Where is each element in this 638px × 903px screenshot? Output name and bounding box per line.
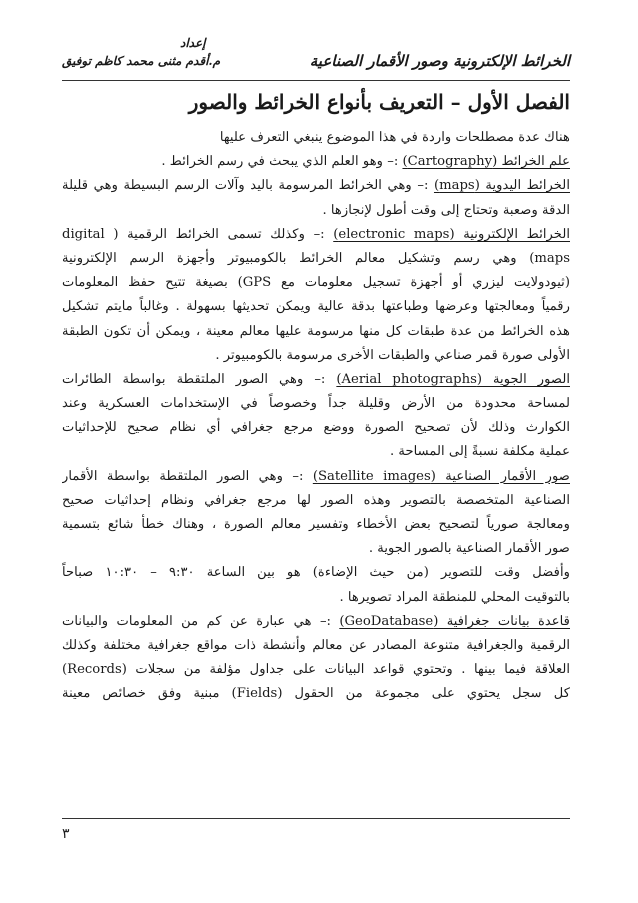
electronic-maps-line-2: maps) وهي رسم وتشكيل معالم الخرائط بالكومبيوتر وأجهزة الرسم الإلكترونية [62,250,570,266]
manual-maps-line-1: الخرائط اليدوية (maps) :– وهي الخرائط المرسومة باليد وآلات الرسم البسيطة وهي قليلة [62,178,570,194]
intro-line: هناك عدة مصطلحات واردة في هذا الموضوع ينبغي التعرف عليها [219,130,570,145]
author-name: م.أقدم مثنى محمد كاظم توفيق [62,54,221,68]
geodatabase-line-3: العلاقة فيما بينها . وتحتوي قواعد البيانات على جداول مؤلفة من سجلات (Records) [62,662,570,678]
body-text [62,126,570,707]
footer-divider [62,818,570,819]
term-electronic-maps: الخرائط الإلكترونية (electronic maps) [333,226,570,242]
satellite-line-2: الصناعية المتخصصة بالتصوير وهذه الصور لها مرجع جغرافي ونظام إحداثيات صحيح [62,492,570,508]
satellite-line-1: صور الأقمار الصناعية (Satellite images) :– وهي الصور الملتقطة بواسطة الأقمار [62,468,570,484]
geodatabase-line-4: كل سجل يحتوي على مجموعة من الحقول (Fields) مبنية وفق خصائص معينة [62,686,570,702]
aerial-line-4: عملية مكلفة نسبةً إلى المساحة . [390,444,570,460]
satellite-line-6: بالتوقيت المحلي للمنطقة المراد تصويرها . [339,589,570,605]
header-divider [62,80,570,81]
term-aerial: الصور الجوية (Aerial photographs) [336,371,570,387]
satellite-line-3: ومعالجة صورياً لتصحيح بعض الأخطاء وتفسير معالم الصورة ، وهناك خطأ شائع بتسمية [62,517,570,532]
aerial-line-1: الصور الجوية (Aerial photographs) :– وهي الصور الملتقطة بواسطة الطائرات [62,371,570,387]
geodatabase-line-1: قاعدة بيانات جغرافية (GeoDatabase) :– هي عبارة عن كم من المعلومات والبيانات [62,613,570,629]
page-number: ٣ [62,826,70,842]
term-geodatabase: قاعدة بيانات جغرافية (GeoDatabase) [339,613,570,629]
electronic-maps-line-5: هذه الخرائط من عدة طبقات كل منها مرسومة عليها معالم معينة ، ويمكن أن تكون الطبقة [62,323,570,339]
aerial-line-3: الكوارث وذلك لأن تصحيح الصورة ووضع مرجع جغرافي أي نظام صحيح للإحداثيات [62,420,570,436]
prepared-by-label: إعداد [180,36,206,50]
aerial-line-2: لمساحة محدودة من الأرض وقليلة جداً وخصوصاً في الإستخدامات العسكرية وعند [62,396,570,412]
page-header [62,30,570,80]
term-manual-maps: الخرائط اليدوية (maps) [433,178,570,194]
electronic-maps-line-1: الخرائط الإلكترونية (electronic maps) :– وكذلك تسمى الخرائط الرقمية ( digital [62,226,570,242]
chapter-title: الفصل الأول – التعريف بأنواع الخرائط والصور [188,90,570,114]
manual-maps-line-2: الدقة وصعبة وتحتاج إلى وقت أطول لإنجازها . [322,202,570,218]
cartography-line: علم الخرائط (Cartography) :– وهو العلم الذي يبحث في رسم الخرائط . [161,154,570,170]
satellite-line-4: صور الأقمار الصناعية بالصور الجوية . [368,541,570,557]
book-title: الخرائط الإلكترونية وصور الأقمار الصناعية [309,52,570,70]
term-satellite: صور الأقمار الصناعية (Satellite images) [312,468,570,484]
electronic-maps-line-4: رقمياً ومعالجتها وعرضها وطباعتها بدقة عالية ويمكن تحديثها بسهولة . وغالباً مايتم تشكيل [62,299,570,315]
term-cartography: علم الخرائط (Cartography) [402,154,570,170]
satellite-line-5: وأفضل وقت للتصوير (من حيث الإضاءة) هو بين الساعة ٩:٣٠ – ١٠:٣٠ صباحاً [62,565,570,581]
geodatabase-line-2: الرقمية والجغرافية متنوعة المصادر عن معالم وأنشطة ذات مواقع جغرافية مختلفة وكذلك [62,637,570,653]
electronic-maps-line-3: (ثيودولايت ليزري أو أجهزة تسجيل معلومات مع GPS) بصيغة تتيح حفظ المعلومات [62,275,570,291]
electronic-maps-line-6: الأولى صورة قمر صناعي والطبقات الأخرى مرسومة بالكومبيوتر . [215,347,570,363]
